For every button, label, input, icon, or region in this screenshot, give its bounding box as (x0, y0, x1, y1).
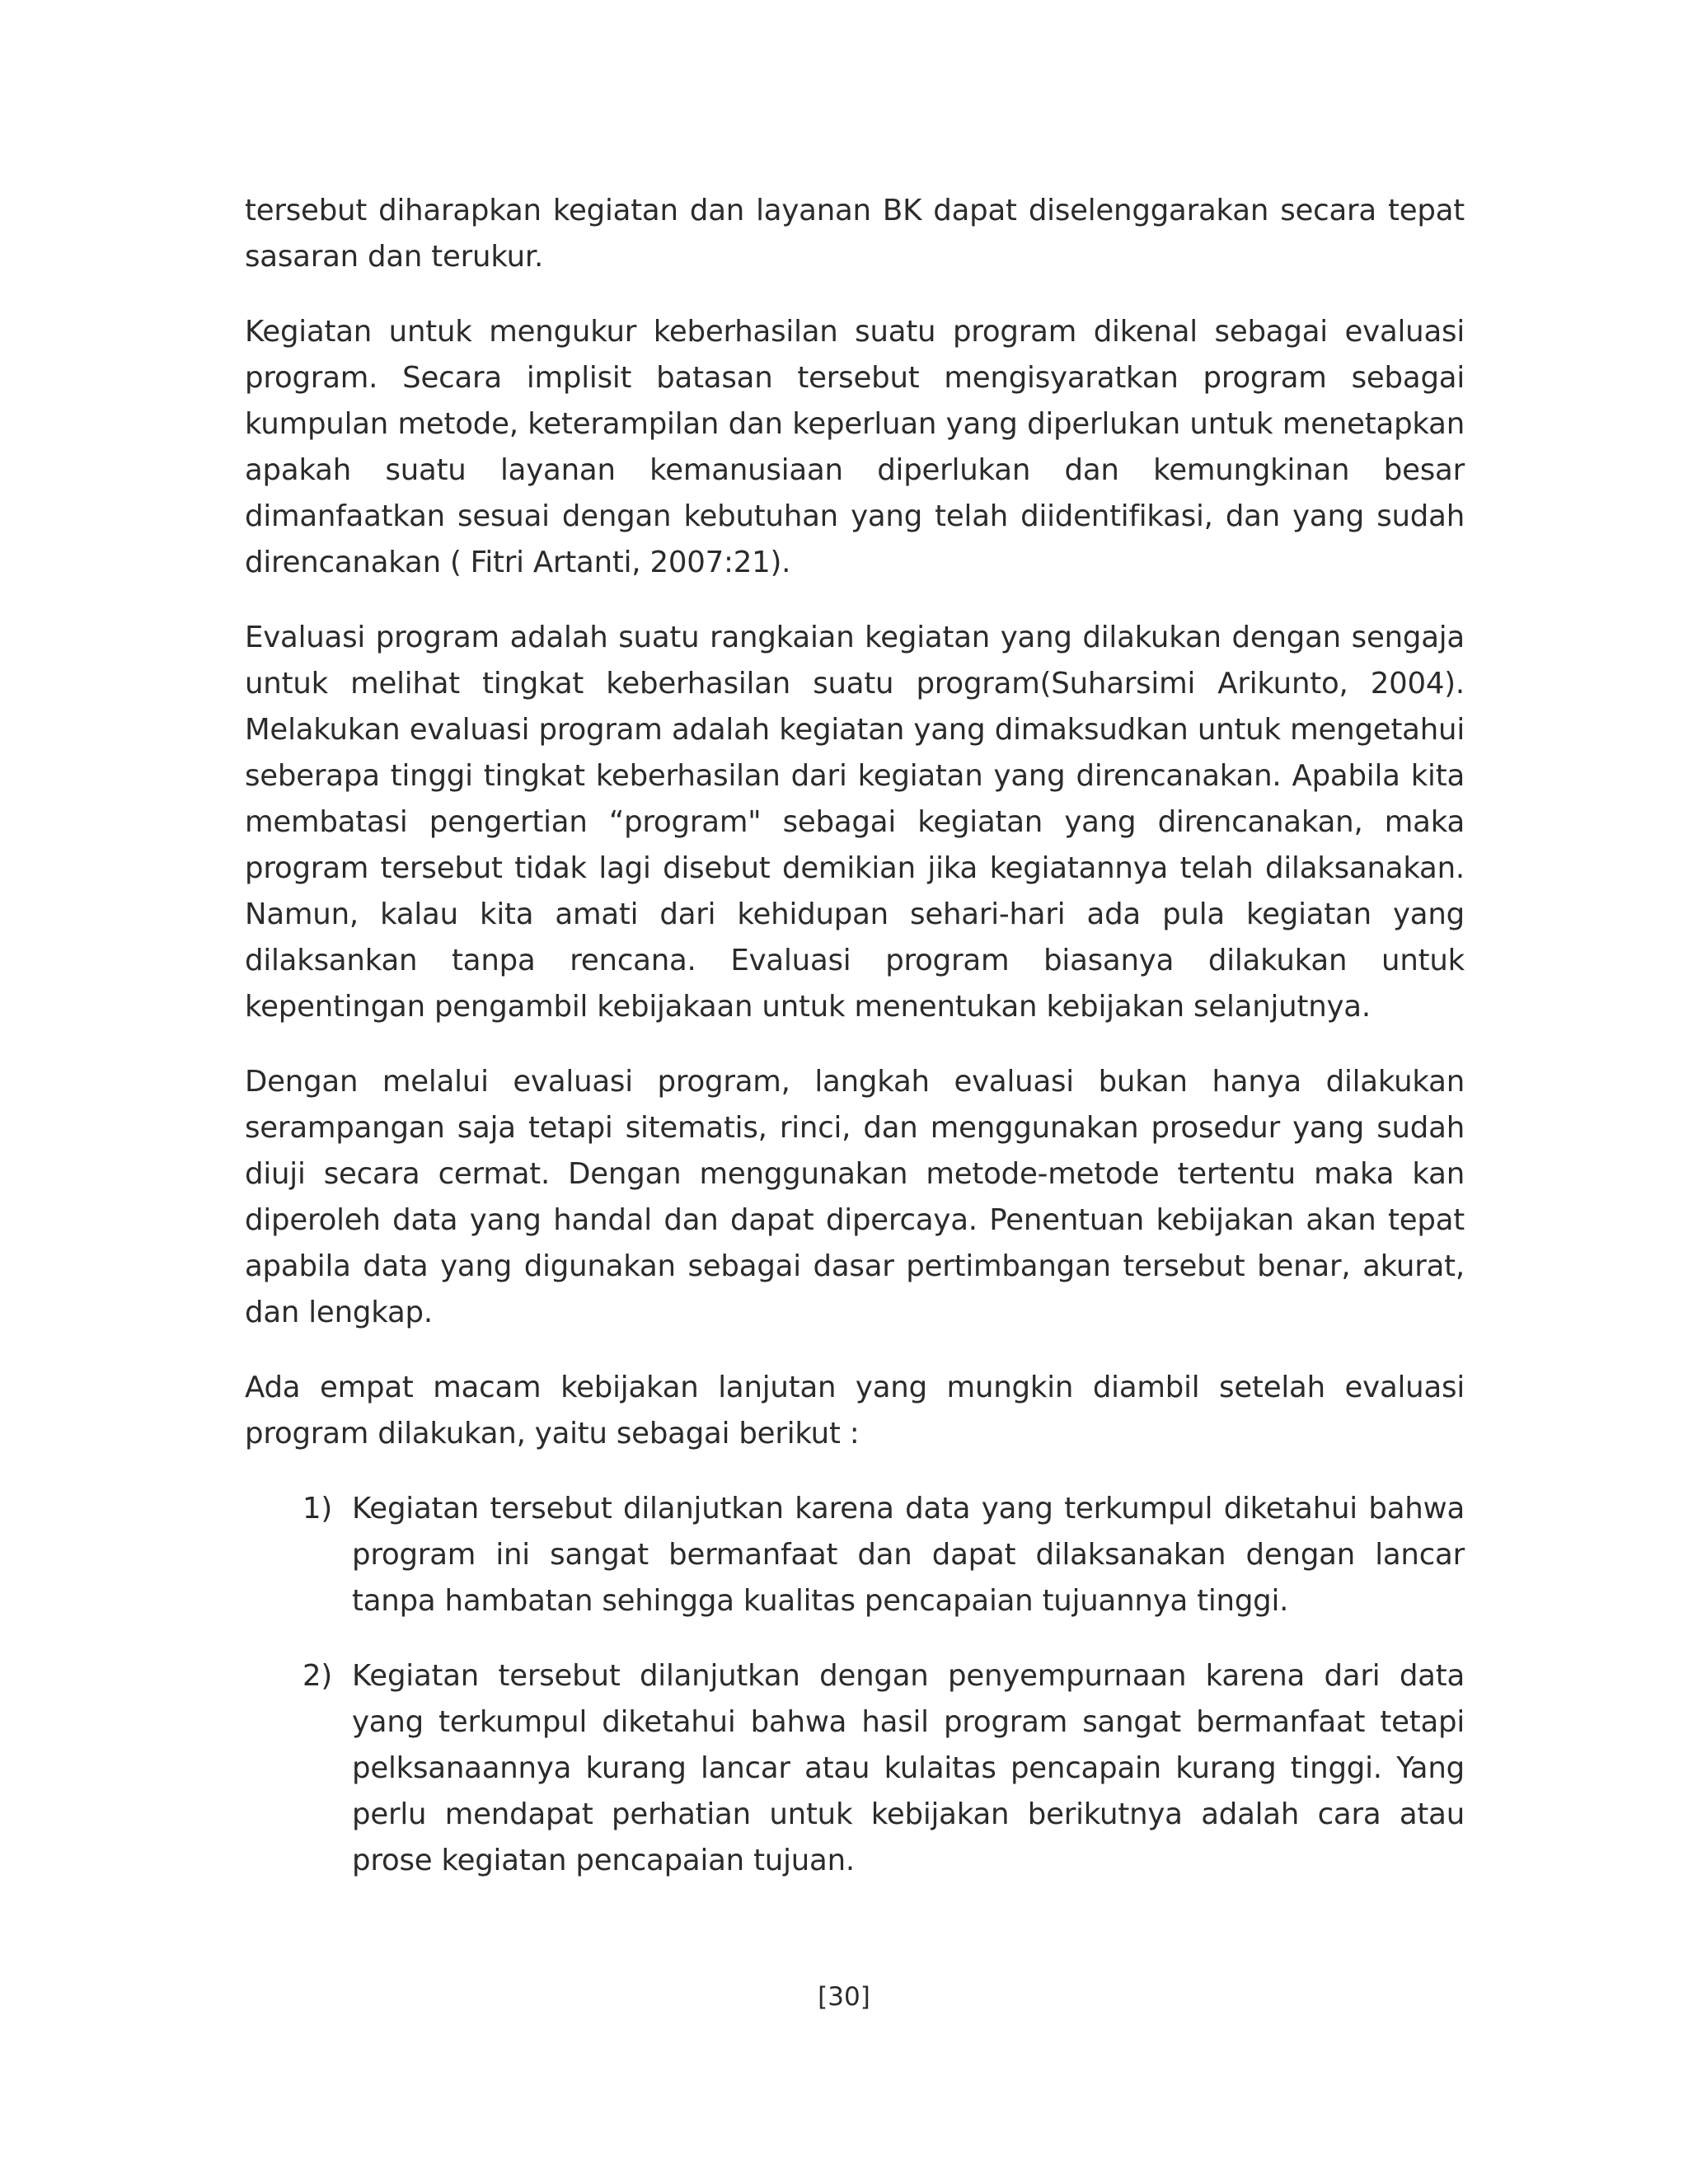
list-item-number: 1) (302, 1492, 333, 1526)
list-item-text: Kegiatan tersebut dilanjutkan dengan penyempurnaan karena dari data yang terkumpul diketahui bahwa hasil program sangat bermanfaat tetapi pelksanaannya kurang lancar atau kulaitas pencapain kurang tinggi. Yang perlu mendapat perhatian untuk kebijakan berikutnya adalah cara atau prose kegiatan pencapaian tujuan. (352, 1659, 1465, 1877)
body-text (245, 188, 1465, 1913)
numbered-list (245, 1486, 1465, 1884)
list-item-number: 2) (302, 1659, 333, 1693)
paragraph: tersebut diharapkan kegiatan dan layanan BK dapat diselenggarakan secara tepat sasaran dan terukur. (245, 194, 1465, 274)
page-number: [30] (818, 1982, 870, 2012)
list-item (245, 1653, 1465, 1884)
paragraph: Evaluasi program adalah suatu rangkaian kegiatan yang dilakukan dengan sengaja untuk melihat tingkat keberhasilan suatu program(Suharsimi Arikunto, 2004). Melakukan evaluasi program adalah kegiatan yang dimaksudkan untuk mengetahui seberapa tinggi tingkat keberhasilan dari kegiatan yang direncanakan. Apabila kita membatasi pengertian “program" sebagai kegiatan yang direncanakan, maka program tersebut tidak lagi disebut demikian jika kegiatannya telah dilaksanakan. Namun, kalau kita amati dari kehidupan sehari-hari ada pula kegiatan yang dilaksankan tanpa rencana. Evaluasi program biasanya dilakukan untuk kepentingan pengambil kebijakaan untuk menentukan kebijakan selanjutnya. (245, 621, 1465, 1024)
paragraph: Dengan melalui evaluasi program, langkah evaluasi bukan hanya dilakukan serampangan saja tetapi sitematis, rinci, dan menggunakan prosedur yang sudah diuji secara cermat. Dengan menggunakan metode-metode tertentu maka kan diperoleh data yang handal dan dapat dipercaya. Penentuan kebijakan akan tepat apabila data yang digunakan sebagai dasar pertimbangan tersebut benar, akurat, dan lengkap. (245, 1065, 1465, 1329)
paragraph: Kegiatan untuk mengukur keberhasilan suatu program dikenal sebagai evaluasi program. Secara implisit batasan tersebut mengisyaratkan program sebagai kumpulan metode, keterampilan dan keperluan yang diperlukan untuk menetapkan apakah suatu layanan kemanusiaan diperlukan dan kemungkinan besar dimanfaatkan sesuai dengan kebutuhan yang telah diidentifikasi, dan yang sudah direncanakan ( Fitri Artanti, 2007:21). (245, 315, 1465, 579)
list-item (245, 1486, 1465, 1624)
paragraph: Ada empat macam kebijakan lanjutan yang mungkin diambil setelah evaluasi program dilakukan, yaitu sebagai berikut : (245, 1371, 1465, 1451)
list-item-text: Kegiatan tersebut dilanjutkan karena data yang terkumpul diketahui bahwa program ini sangat bermanfaat dan dapat dilaksanakan dengan lancar tanpa hambatan sehingga kualitas pencapaian tujuannya tinggi. (352, 1492, 1465, 1618)
